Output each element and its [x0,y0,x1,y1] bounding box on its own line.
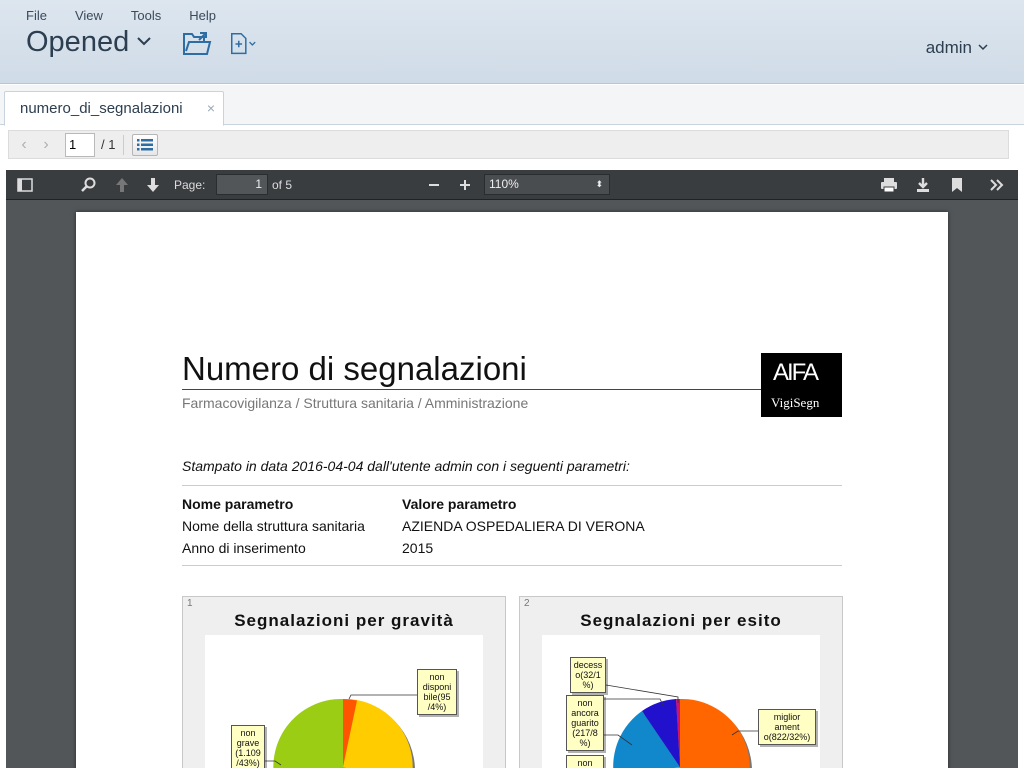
menu-tools[interactable]: Tools [130,8,162,23]
chart-callout: non [566,755,604,768]
close-icon[interactable]: × [206,100,215,116]
download-icon[interactable] [914,176,932,194]
divider [123,135,124,155]
bookmark-icon[interactable] [948,176,966,194]
search-icon[interactable] [80,176,98,194]
chevron-down-icon [978,43,988,54]
menu-help[interactable]: Help [189,8,217,23]
divider [182,485,842,486]
pdf-toolbar [6,170,1018,200]
title-rule [182,389,762,390]
page-total: / 1 [101,137,116,152]
app-header [0,0,1024,84]
chart-number: 1 [187,598,193,609]
page-number-input[interactable]: 1 [65,133,95,157]
menubar [26,8,244,23]
user-menu[interactable] [926,38,988,58]
user-name: admin [925,38,972,57]
column-header: Valore parametro [402,496,517,512]
pdf-viewer [6,170,1018,768]
new-document-icon[interactable] [228,30,258,58]
chart-number: 2 [524,598,530,609]
logo-text-bottom: VigiSegn [771,395,820,410]
zoom-out-icon[interactable] [425,176,443,194]
tab-document[interactable] [4,91,224,126]
select-caret-icon: ⬍ [595,179,603,189]
next-page-icon[interactable]: › [43,135,49,153]
chart-plot [205,635,483,768]
sidebar-toggle-icon[interactable] [16,176,34,194]
document-title: Numero di segnalazioni [182,350,527,387]
chart-panel-gravita [182,596,506,768]
chart-callout: non disponi bile(95 /4%) [417,669,457,715]
document-subtitle: Farmacovigilanza / Struttura sanitaria / Amministrazione [182,395,529,411]
column-header: Nome parametro [182,496,294,512]
view-selector[interactable] [26,26,151,59]
chart-title: Segnalazioni per gravità [234,611,454,630]
table-row [182,537,645,559]
previous-page-icon[interactable] [113,176,131,194]
chart-callout: miglior ament o(822/32%) [758,709,816,745]
menu-view[interactable]: View [74,8,103,23]
chart-callout: non ancora guarito (217/8 %) [566,695,604,751]
chart-callout: decess o(32/1 %) [570,657,606,693]
tools-menu-icon[interactable] [988,176,1006,194]
menu-file[interactable]: File [26,8,47,23]
prev-page-icon[interactable]: ‹ [21,135,27,153]
chart-panel-esito [519,596,843,768]
page-label: Page: [174,178,206,192]
logo-text-top: AIFA [773,359,818,386]
chevron-down-icon [137,33,151,49]
aifa-logo [761,353,842,417]
param-name: Nome della struttura sanitaria [182,518,365,534]
zoom-value: 110% [489,177,519,191]
tab-label: numero_di_segnalazioni [20,100,183,117]
list-icon [137,138,153,152]
param-name: Anno di inserimento [182,540,306,556]
pie-slice [680,699,750,768]
view-title: Opened [26,26,130,58]
page-of-label: of 5 [272,178,293,192]
pdf-page-input[interactable]: 1 [216,174,268,195]
zoom-in-icon[interactable] [456,176,474,194]
param-value: 2015 [402,540,434,556]
table-row [182,515,645,537]
next-page-icon[interactable] [144,176,162,194]
print-icon[interactable] [880,176,898,194]
pie-slice [273,699,343,768]
outline-button[interactable] [132,134,158,156]
pdf-page [76,212,948,768]
divider [182,565,842,566]
chart-title: Segnalazioni per esito [580,611,782,630]
parameters-table [182,493,645,559]
zoom-select[interactable] [484,174,610,195]
param-value: AZIENDA OSPEDALIERA DI VERONA [402,518,645,534]
chart-plot [542,635,820,768]
folder-open-icon[interactable] [182,30,212,58]
document-navigation [8,130,1009,159]
print-info: Stampato in data 2016-04-04 dall'utente admin con i seguenti parametri: [182,458,630,474]
table-header [182,493,645,515]
tab-strip [0,85,1024,125]
chart-callout: non grave (1.109 /43%) [231,725,265,768]
